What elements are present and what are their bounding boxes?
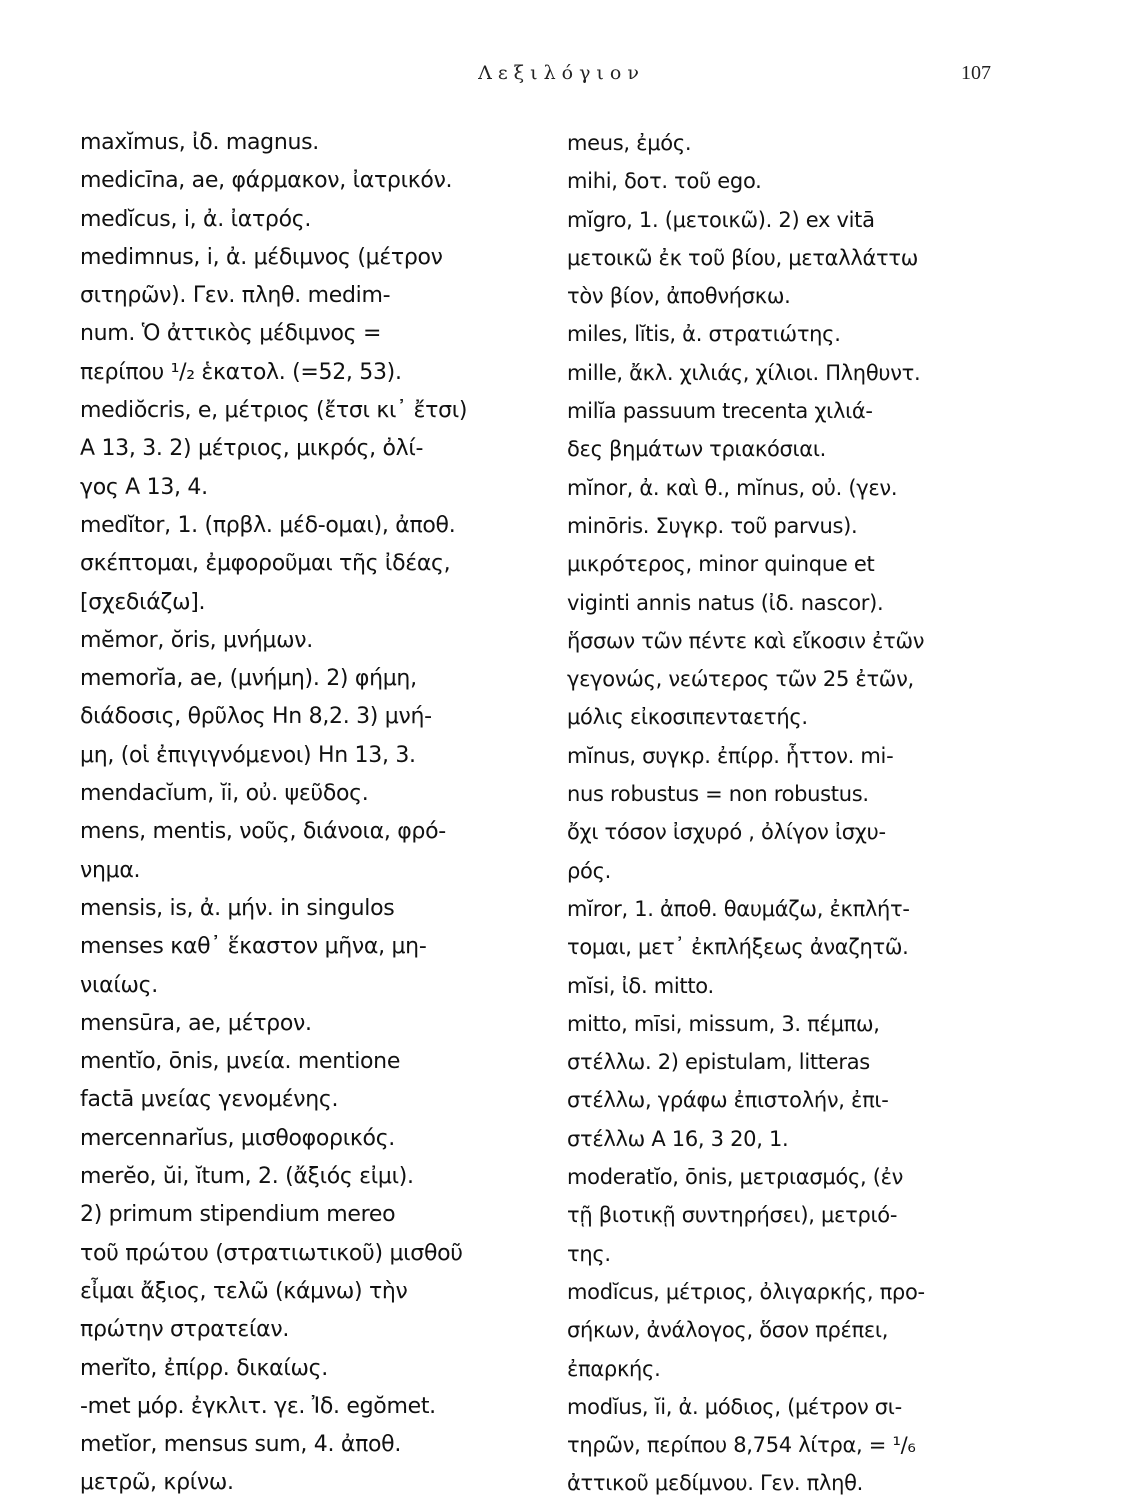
- entry-line: maxĭmus, ἰδ. magnus.: [80, 130, 319, 155]
- entry-line: mĭror, 1. ἀποθ. θαυμάζω, ἐκπλήτ-: [567, 896, 910, 921]
- entry-line: metĭor, mensus sum, 4. ἀποθ.: [80, 1432, 402, 1458]
- left-column: [80, 124, 550, 1496]
- entry-line: modĭus, ĭi, ἀ. μόδιος, (μέτρον σι-: [567, 1394, 902, 1419]
- entry-line: 2) primum stipendium mereo: [80, 1202, 396, 1228]
- entry-line: μετρῶ, κρίνω.: [80, 1470, 234, 1496]
- entry-line: viginti annis natus (ἰδ. nascor).: [567, 590, 884, 615]
- entry-line: διάδοσις, θρῦλος Ηn 8,2. 3) μνή-: [80, 704, 432, 730]
- entry-line: mens, mentis, νοῦς, διάνοια, φρό-: [80, 819, 446, 845]
- entry-line: μικρότερος, minor quinque et: [567, 552, 875, 577]
- entry-line: σκέπτομαι, ἐμφοροῦμαι τῆς ἰδέας,: [80, 551, 451, 577]
- entry-line: στέλλω, γράφω ἐπιστολήν, ἐπι-: [567, 1088, 889, 1113]
- entry-line: εἶμαι ἄξιος, τελῶ (κάμνω) τὴν: [80, 1278, 408, 1304]
- entry-line: medĭtor, 1. (πρβλ. μέδ-ομαι), ἀποθ.: [80, 512, 456, 538]
- entry-line: [σχεδιάζω].: [80, 589, 206, 615]
- entry-line: νημα.: [80, 857, 141, 883]
- entry-line: mĭnus, συγκρ. ἐπίρρ. ἧττον. mi-: [567, 743, 894, 768]
- entry-line: meus, ἐμός.: [567, 131, 692, 155]
- entry-line: mĭsi, ἰδ. mitto.: [567, 973, 714, 998]
- running-title: Λεξιλόγιον: [478, 62, 645, 84]
- entry-line: num. Ὁ ἀττικὸς μέδιμνος =: [80, 321, 382, 347]
- entry-line: memorĭa, ae, (μνήμη). 2) φήμη,: [80, 666, 417, 692]
- entry-line: medĭcus, i, ἀ. ἰατρός.: [80, 206, 312, 232]
- entry-line: moderatĭo, ōnis, μετριασμός, (ἐν: [567, 1165, 904, 1190]
- entry-line: ἐπαρκής.: [567, 1356, 661, 1381]
- entry-line: mensūra, ae, μέτρον.: [80, 1010, 312, 1036]
- entry-line: Α 13, 3. 2) μέτριος, μικρός, ὀλί-: [80, 436, 424, 462]
- entry-line: nus robustus = non robustus.: [567, 782, 869, 807]
- entry-line: mĭgro, 1. (μετοικῶ). 2) ex vitā: [567, 207, 875, 232]
- entry-line: τῇ βιοτικῇ συντηρήσει), μετριό-: [567, 1203, 898, 1228]
- entry-line: merĕo, ŭi, ĭtum, 2. (ἄξιός εἰμι).: [80, 1164, 414, 1190]
- entry-line: μόλις εἰκοσιπενταετής.: [567, 705, 808, 730]
- entry-line: mĭnor, ἀ. καὶ θ., mĭnus, οὐ. (γεν.: [567, 475, 898, 500]
- entry-line: στέλλω. 2) epistulam, litteras: [567, 1050, 870, 1075]
- entry-line: σήκων, ἀνάλογος, ὅσον πρέπει,: [567, 1318, 889, 1343]
- entry-line: ἥσσων τῶν πέντε καὶ εἴκοσιν ἐτῶν: [567, 628, 925, 653]
- entry-line: της.: [567, 1241, 611, 1266]
- entry-line: mendacĭum, ĭi, οὐ. ψεῦδος.: [80, 781, 369, 807]
- entry-line: τηρῶν, περίπου 8,754 λίτρα, = ¹/₆: [567, 1433, 916, 1458]
- entry-line: περίπου ¹/₂ ἑκατολ. (=52, 53).: [80, 359, 402, 385]
- page-number: 107: [961, 62, 991, 84]
- entry-line: modĭcus, μέτριος, ὀλιγαρκής, προ-: [567, 1279, 925, 1304]
- entry-line: γος Α 13, 4.: [80, 474, 208, 500]
- entry-line: νιαίως.: [80, 972, 158, 998]
- entry-line: mentĭo, ōnis, μνεία. mentione: [80, 1049, 401, 1075]
- entry-line: mitto, mīsi, missum, 3. πέμπω,: [567, 1011, 880, 1036]
- entry-line: mediŏcris, e, μέτριος (ἔτσι κι᾽ ἔτσι): [80, 398, 468, 424]
- entry-line: mille, ἄκλ. χιλιάς, χίλιοι. Πληθυντ.: [567, 360, 921, 385]
- entry-line: mihi, δοτ. τοῦ ego.: [567, 169, 762, 194]
- entry-line: medicīna, ae, φάρμακον, ἰατρικόν.: [80, 168, 453, 194]
- right-column: [567, 124, 1007, 1496]
- entry-line: menses καθ᾽ ἕκαστον μῆνα, μη-: [80, 934, 427, 960]
- page-header: [0, 62, 1123, 92]
- entry-line: merĭto, ἐπίρρ. δικαίως.: [80, 1355, 328, 1381]
- entry-line: mĕmor, ŏris, μνήμων.: [80, 627, 313, 653]
- entry-line: mercennarĭus, μισθοφορικός.: [80, 1125, 395, 1151]
- entry-line: τομαι, μετ᾽ ἐκπλήξεως ἀναζητῶ.: [567, 935, 909, 960]
- entry-line: -met μόρ. ἐγκλιτ. γε. Ἰδ. egŏmet.: [80, 1393, 436, 1419]
- entry-line: πρώτην στρατείαν.: [80, 1317, 290, 1343]
- entry-line: σιτηρῶν). Γεν. πληθ. medim-: [80, 283, 391, 309]
- entry-line: γεγονώς, νεώτερος τῶν 25 ἐτῶν,: [567, 667, 914, 692]
- entry-line: miles, lĭtis, ἀ. στρατιώτης.: [567, 322, 841, 347]
- entry-line: τὸν βίον, ἀποθνήσκω.: [567, 284, 791, 309]
- entry-line: minōris. Συγκρ. τοῦ parvus).: [567, 513, 858, 538]
- entry-line: mensis, is, ἀ. μήν. in singulos: [80, 895, 395, 921]
- entry-line: μη, (οἱ ἐπιγιγνόμενοι) Ηn 13, 3.: [80, 742, 416, 768]
- entry-line: δες βημάτων τριακόσιαι.: [567, 437, 827, 462]
- entry-line: μετοικῶ ἐκ τοῦ βίου, μεταλλάττω: [567, 245, 918, 270]
- entry-line: στέλλω Α 16, 3 20, 1.: [567, 1126, 789, 1151]
- entry-line: milĭa passuum trecenta χιλιά-: [567, 399, 873, 424]
- entry-line: medimnus, i, ἀ. μέδιμνος (μέτρον: [80, 244, 443, 270]
- entry-line: ἀττικοῦ μεδίμνου. Γεν. πληθ.: [567, 1471, 864, 1496]
- entry-line: factā μνείας γενομένης.: [80, 1087, 339, 1113]
- entry-line: τοῦ πρώτου (στρατιωτικοῦ) μισθοῦ: [80, 1240, 463, 1266]
- entry-line: ὄχι τόσον ἰσχυρό , ὀλίγον ἰσχυ-: [567, 820, 886, 845]
- entry-line: ρός.: [567, 858, 611, 883]
